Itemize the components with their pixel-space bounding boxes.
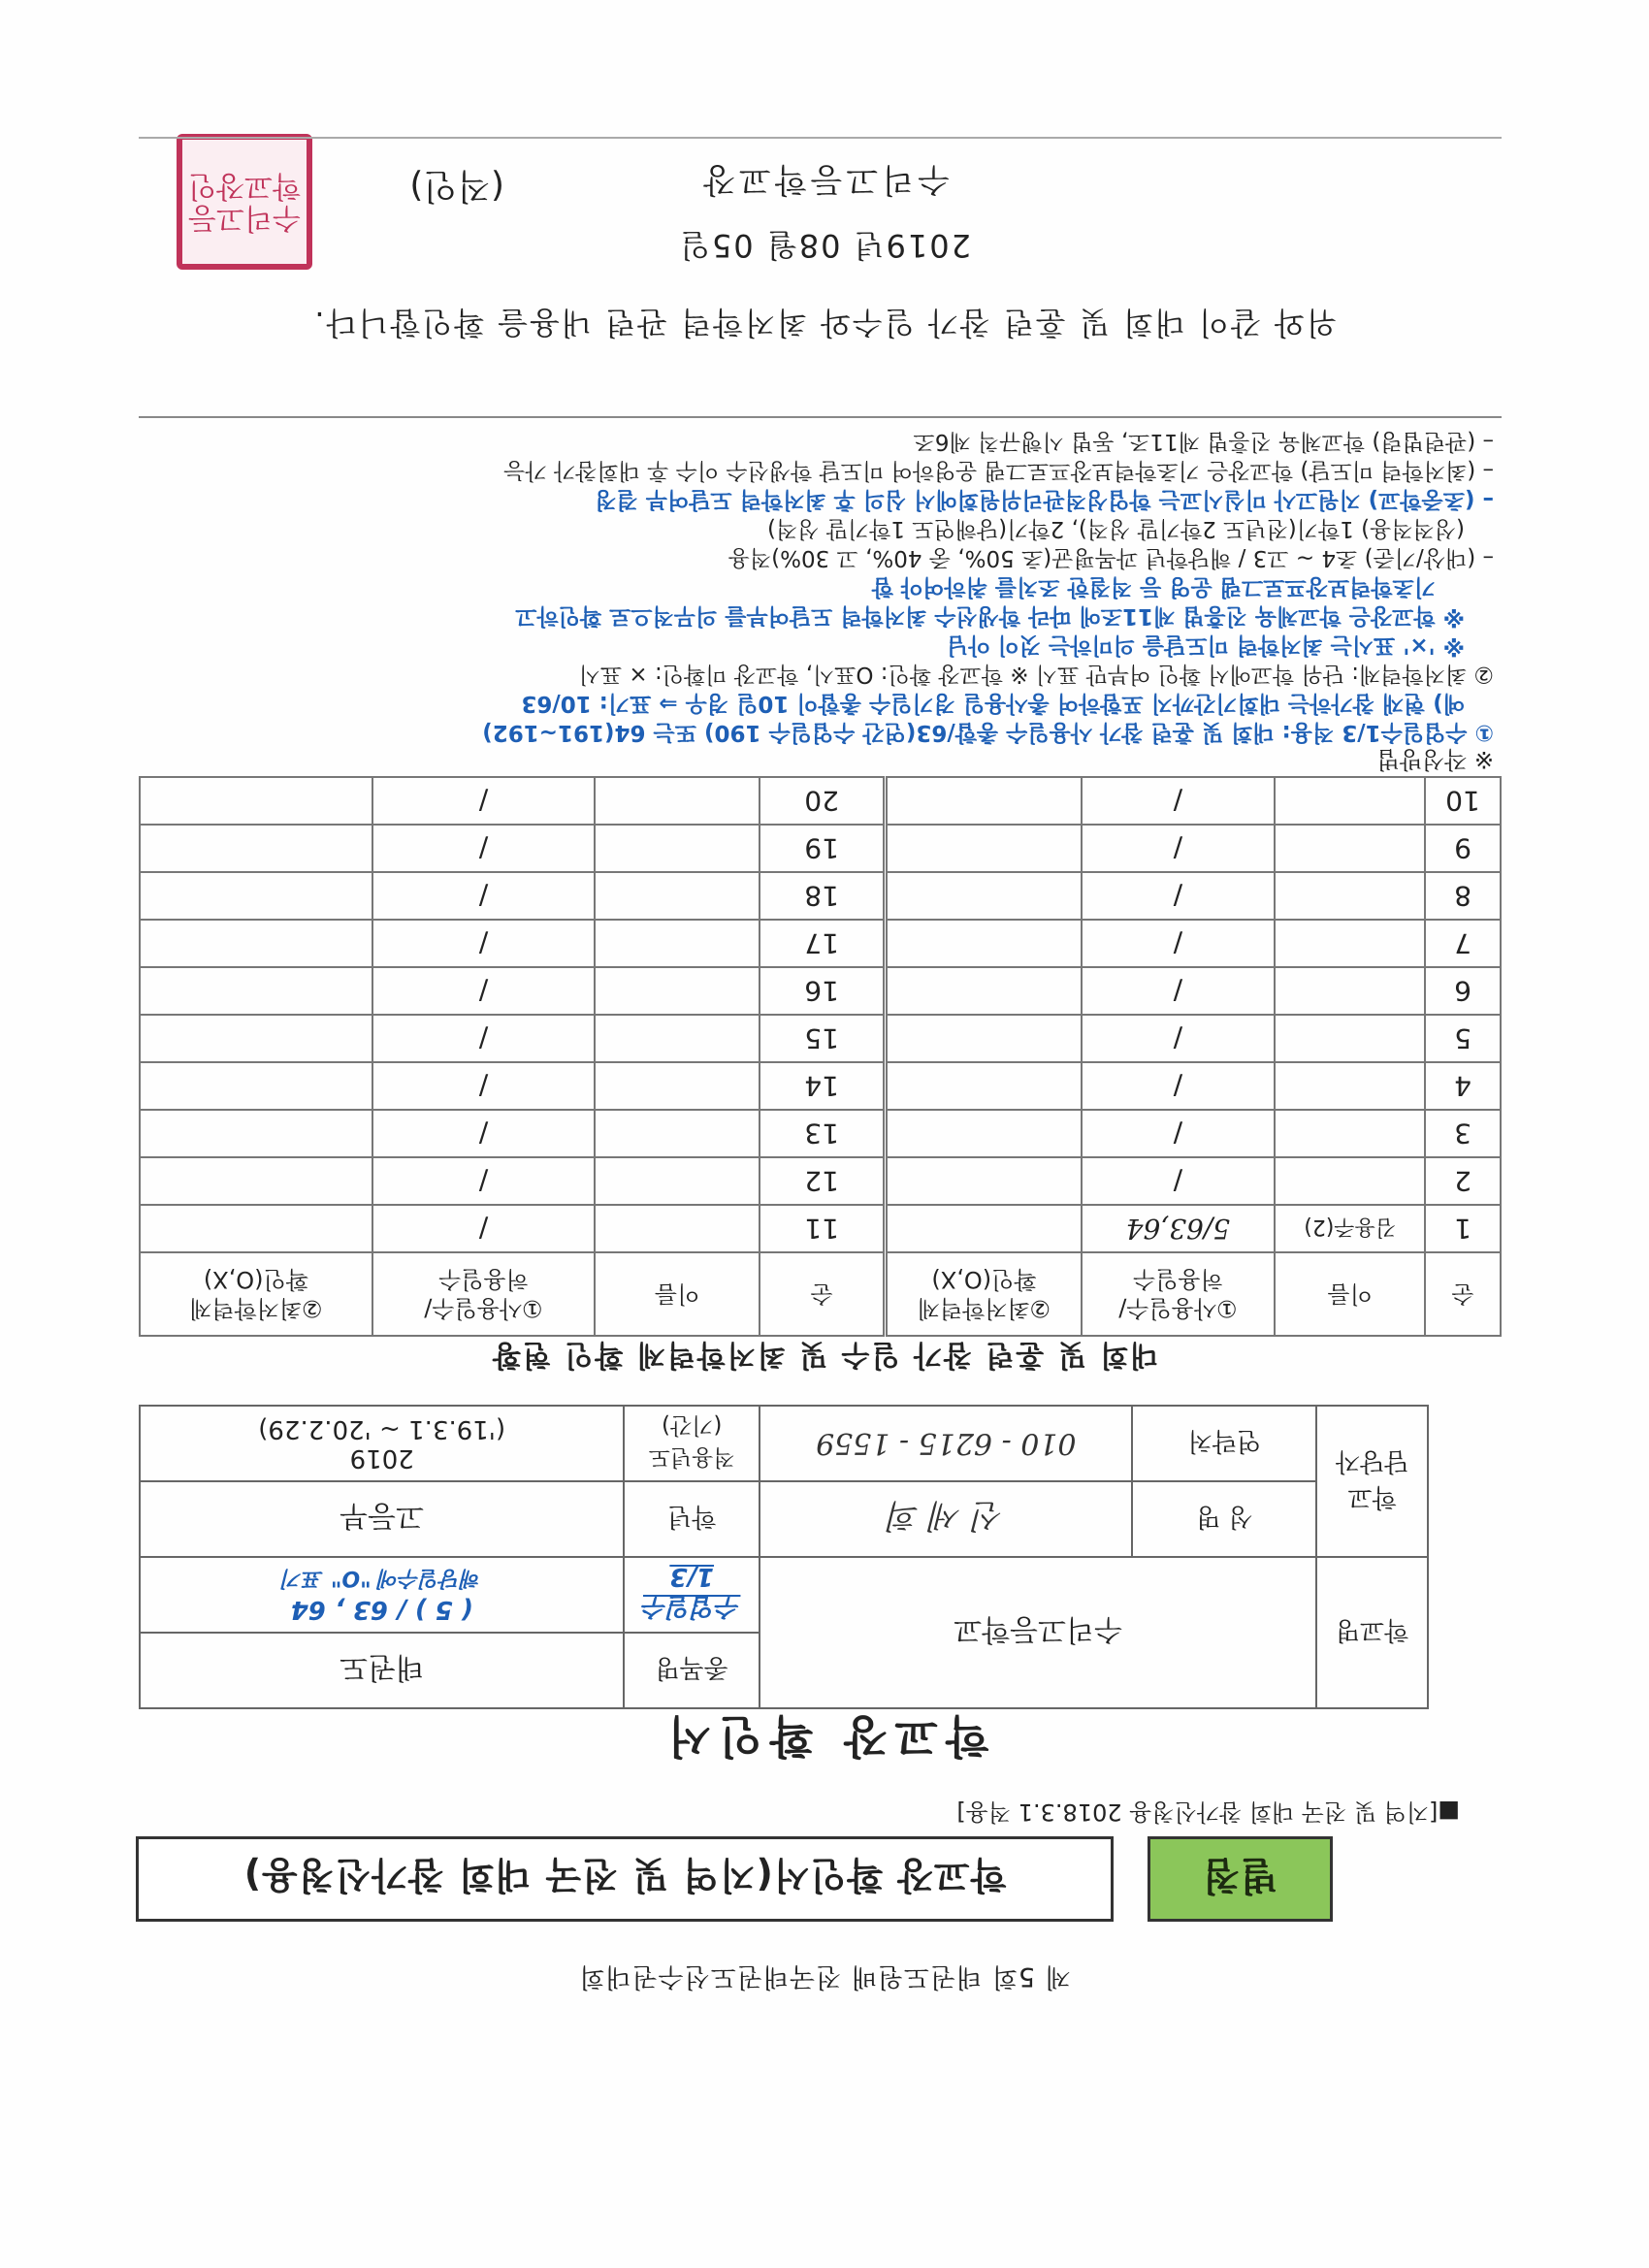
table-row <box>140 1110 1501 1157</box>
note-item: 예) 현재 참가하는 대회기간까지 포함하여 총사용일 경기일수 총합이 10일 경우 ⇒ 표기: 10/63 <box>521 691 1465 716</box>
status-cell-min <box>886 777 1082 825</box>
status-cell-name <box>595 825 760 872</box>
period-year: 2019 <box>349 1443 414 1473</box>
status-cell-days: / <box>1082 777 1276 825</box>
seal-label: (직인) <box>409 166 504 206</box>
page-title: 학교장 확인서 <box>660 1710 989 1763</box>
principal-title: 수리고등학교장 <box>699 160 950 199</box>
status-cell-no: 3 <box>1425 1110 1501 1157</box>
status-cell-min <box>886 1015 1082 1062</box>
status-header-cell: ②최저학력제 확인(O,X) <box>140 1252 372 1336</box>
status-cell-min <box>886 1110 1082 1157</box>
status-cell-min <box>140 1157 372 1205</box>
status-header-cell: ②최저학력제 확인(O,X) <box>886 1252 1082 1336</box>
note-item: 기초학력보장프로그램 운영 등 적절한 조치를 취하여야 함 <box>871 574 1436 599</box>
school-name-label: 학교명 <box>1316 1557 1428 1708</box>
note-item: – (초중학교) 지원고사 미실시교는 학업성적관리위원회에서 심의 후 최저학력 도달여부 결정 <box>595 487 1494 512</box>
table-row <box>140 825 1501 872</box>
status-cell-no: 13 <box>760 1110 886 1157</box>
status-cell-min <box>140 1205 372 1252</box>
status-cell-name <box>1275 1062 1425 1110</box>
status-cell-days: / <box>1082 920 1276 967</box>
staff-label: 학교 담당자 <box>1316 1406 1428 1557</box>
status-cell-no: 5 <box>1425 1015 1501 1062</box>
status-cell-days: / <box>1082 825 1276 872</box>
status-cell-days: / <box>372 1110 596 1157</box>
status-cell-no: 2 <box>1425 1157 1501 1205</box>
status-cell-min <box>886 872 1082 920</box>
status-cell-days: / <box>1082 967 1276 1015</box>
table-row <box>140 1062 1501 1110</box>
status-cell-days: / <box>372 1062 596 1110</box>
status-cell-name: 김용주(2) <box>1275 1205 1425 1252</box>
applicability-note: ■[지역 및 전국 대회 참가신청용 2018.3.1 적용] <box>956 1798 1460 1826</box>
status-cell-days: / <box>372 872 596 920</box>
status-cell-no: 6 <box>1425 967 1501 1015</box>
status-cell-min <box>140 777 372 825</box>
class-days-note: 해당일수에 "O" 표기 <box>281 1566 482 1591</box>
status-cell-days: / <box>372 1015 596 1062</box>
status-cell-name <box>595 1157 760 1205</box>
status-cell-min <box>886 1062 1082 1110</box>
table-row <box>140 777 1501 825</box>
form-badge: 별첨 <box>1148 1836 1333 1922</box>
table-row <box>140 872 1501 920</box>
table-row <box>140 1205 1501 1252</box>
status-header-cell: 순 <box>760 1252 886 1336</box>
status-cell-days: / <box>372 777 596 825</box>
status-cell-min <box>886 967 1082 1015</box>
status-cell-no: 20 <box>760 777 886 825</box>
table-row <box>140 920 1501 967</box>
status-cell-days: 5/63,64 <box>1082 1205 1276 1252</box>
status-cell-name <box>1275 1015 1425 1062</box>
status-cell-days: / <box>1082 872 1276 920</box>
confirmation-statement: 위와 같이 대회 및 훈련 참가 일수와 최저학력 관련 내용을 확인합니다. <box>312 305 1337 341</box>
status-cell-name <box>1275 967 1425 1015</box>
seal-text: 수리고등 학교장인 <box>188 169 301 235</box>
status-cell-name <box>595 1015 760 1062</box>
status-cell-no: 10 <box>1425 777 1501 825</box>
school-info-table <box>139 1405 1429 1709</box>
sport: 태권도 <box>140 1633 624 1708</box>
status-cell-name <box>595 872 760 920</box>
contact-label: 연락처 <box>1133 1406 1317 1481</box>
status-cell-no: 1 <box>1425 1205 1501 1252</box>
table-row <box>140 967 1501 1015</box>
status-cell-min <box>140 1015 372 1062</box>
grade-label: 학년 <box>624 1481 760 1557</box>
note-item: – (대상/기준) 초4 ~ 고3 / 해당학년 과목평균(초 50%, 중 40%, 고 30%)적용 <box>728 545 1494 570</box>
status-cell-days: / <box>1082 1015 1276 1062</box>
status-header-cell: 이름 <box>1275 1252 1425 1336</box>
status-cell-name <box>595 1110 760 1157</box>
class-days-fraction: 1/3 <box>669 1562 715 1592</box>
grade: 고등부 <box>140 1481 624 1557</box>
status-cell-name <box>1275 777 1425 825</box>
note-item: ① 수업일수1/3 적용: 대회 및 훈련 참가 사용일수 총합/63(연간 수업일수 190) 또는 64(191~192) <box>482 720 1494 745</box>
status-header-cell: ①사용일수/ 허용일수 <box>372 1252 596 1336</box>
divider <box>139 416 1502 418</box>
status-cell-no: 9 <box>1425 825 1501 872</box>
status-cell-name <box>1275 825 1425 872</box>
status-cell-name <box>1275 872 1425 920</box>
form-title: 학교장 확인서(지역 및 전국 대회 참가신청용) <box>136 1836 1114 1922</box>
status-header-cell: ①사용일수/ 허용일수 <box>1082 1252 1276 1336</box>
status-cell-no: 14 <box>760 1062 886 1110</box>
status-cell-no: 4 <box>1425 1062 1501 1110</box>
status-cell-min <box>140 872 372 920</box>
class-days-value: ( 5 ) / 63 , 64 <box>290 1595 473 1625</box>
staff-name: 신 세 희 <box>760 1481 1132 1557</box>
period-range: ('19.3.1 ~ '20.2.29) <box>258 1414 506 1443</box>
status-cell-days: / <box>1082 1110 1276 1157</box>
status-header-cell: 이름 <box>595 1252 760 1336</box>
status-table <box>139 776 1502 1337</box>
status-cell-no: 16 <box>760 967 886 1015</box>
status-cell-min <box>140 967 372 1015</box>
class-days-label: 수업일수 <box>642 1592 741 1622</box>
period-label: 적용년도 (기간) <box>624 1406 760 1481</box>
status-cell-min <box>886 920 1082 967</box>
status-cell-no: 11 <box>760 1205 886 1252</box>
official-seal-icon <box>177 134 312 270</box>
status-cell-days: / <box>372 825 596 872</box>
status-cell-days: / <box>372 967 596 1015</box>
status-cell-days: / <box>1082 1157 1276 1205</box>
status-cell-name <box>595 1062 760 1110</box>
status-cell-min <box>886 1157 1082 1205</box>
status-cell-min <box>140 825 372 872</box>
note-item: – (관련법령) 학교체육 진흥법 제11조, 동법 시행규칙 제6조 <box>913 429 1494 454</box>
status-cell-min <box>140 1062 372 1110</box>
status-cell-min <box>140 920 372 967</box>
status-header-cell: 순 <box>1425 1252 1501 1336</box>
status-cell-no: 8 <box>1425 872 1501 920</box>
status-cell-name <box>1275 920 1425 967</box>
status-cell-days: / <box>1082 1062 1276 1110</box>
status-cell-min <box>886 825 1082 872</box>
status-cell-name <box>1275 1110 1425 1157</box>
status-cell-name <box>595 920 760 967</box>
status-cell-days: / <box>372 1205 596 1252</box>
note-item: ※ 학교장은 학교체육 진흥법 제11조에 따라 학생선수 최저학력 도달여부를 의무적으로 확인하고 <box>515 603 1465 629</box>
status-cell-days: / <box>372 920 596 967</box>
status-cell-no: 7 <box>1425 920 1501 967</box>
status-cell-min <box>140 1110 372 1157</box>
table-row <box>140 1157 1501 1205</box>
status-cell-no: 12 <box>760 1157 886 1205</box>
note-item: – (최저학력 미도달) 학교장은 기초학력보장프로그램 운영하여 미도달 학생선수 이수 후 대회참가 가능 <box>503 458 1494 483</box>
school-name: 수리고등학교 <box>760 1557 1316 1708</box>
notes-title: ※ 작성방법 <box>1376 746 1494 773</box>
issue-date: 2019년 08월 05일 <box>678 227 971 264</box>
notes <box>116 427 1494 747</box>
staff-name-label: 성 명 <box>1133 1481 1317 1557</box>
status-cell-no: 19 <box>760 825 886 872</box>
status-cell-name <box>1275 1157 1425 1205</box>
note-item: (성적적용) 1학기(전년도 2학기말 성적), 2학기(당해연도 1학기말 성적) <box>767 516 1465 541</box>
status-heading: 대회 및 훈련 참가 일수 및 최저학력제 확인 현황 <box>490 1338 1159 1372</box>
note-item: ※ '×' 표시는 최저학력 미도달을 의미하는 것이 아님 <box>947 632 1465 658</box>
status-cell-days: / <box>372 1157 596 1205</box>
status-cell-no: 17 <box>760 920 886 967</box>
contact-number: 010 - 6215 - 1559 <box>760 1406 1132 1481</box>
status-cell-name <box>595 777 760 825</box>
status-cell-min <box>886 1205 1082 1252</box>
sport-label: 종목명 <box>624 1633 760 1708</box>
status-cell-no: 18 <box>760 872 886 920</box>
status-cell-name <box>595 1205 760 1252</box>
status-cell-no: 15 <box>760 1015 886 1062</box>
note-item: ② 최저학력제: 단위 학교에서 확인 여부만 표시 ※ 학교장 확인: O표시, 학교장 미확인: × 표시 <box>578 662 1494 687</box>
divider <box>139 137 1502 139</box>
status-cell-name <box>595 967 760 1015</box>
event-title: 제 5회 태권도원배 전국태권도선수권대회 <box>578 1961 1071 1992</box>
table-row <box>140 1015 1501 1062</box>
